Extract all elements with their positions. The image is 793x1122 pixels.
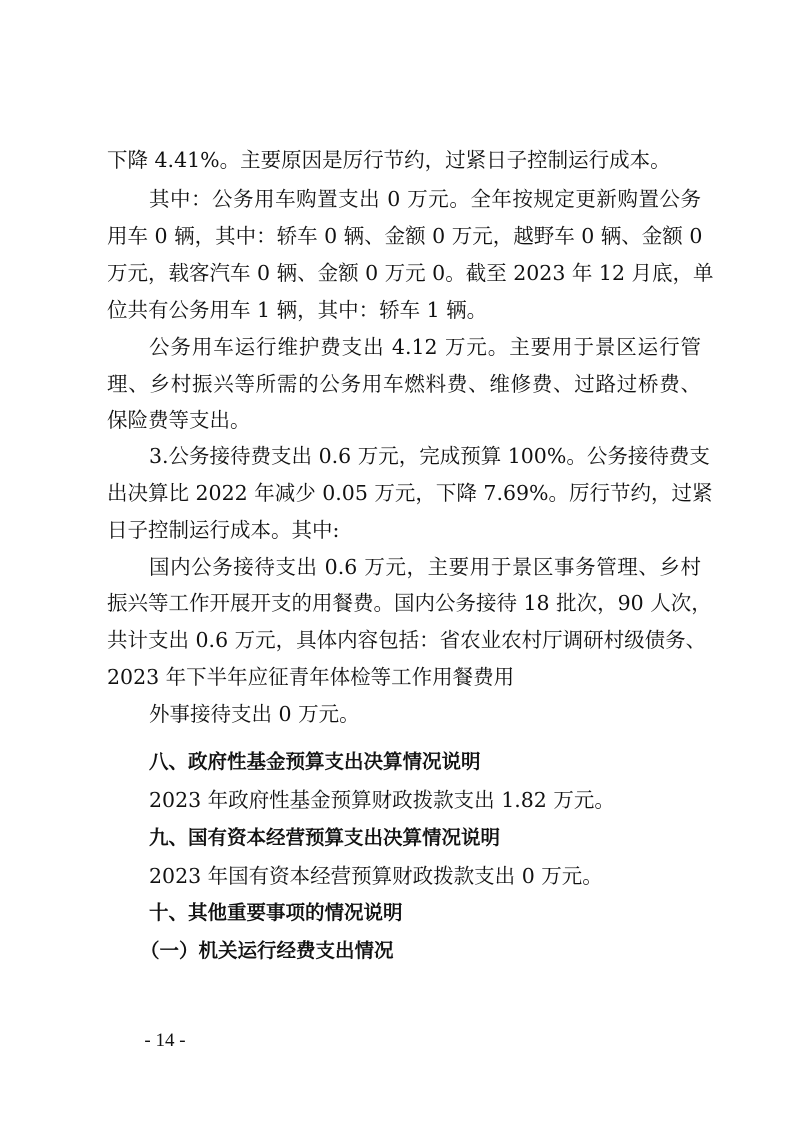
text-line: 下降 4.41%。主要原因是厉行节约，过紧日子控制运行成本。 [107,148,671,172]
text-line: 外事接待支出 0 万元。 [149,702,360,726]
text-line: 位共有公务用车 1 辆，其中：轿车 1 辆。 [107,298,488,322]
text-line: 用车 0 辆，其中：轿车 0 辆、金额 0 万元，越野车 0 辆、金额 0 [107,224,703,248]
text-line: 公务用车运行维护费支出 4.12 万元。主要用于景区运行管 [149,335,701,359]
section-heading: （一）机关运行经费支出情况 [140,939,394,962]
text-line: 万元，载客汽车 0 辆、金额 0 万元 0。截至 2023 年 12 月底，单 [107,261,714,285]
text-line: 2023 年国有资本经营预算财政拨款支出 0 万元。 [149,864,603,888]
text-line: 振兴等工作开展开支的用餐费。国内公务接待 18 批次，90 人次， [107,591,712,615]
text-line: 2023 年下半年应征青年体检等工作用餐费用 [107,665,515,689]
text-line: 保险费等支出。 [107,408,251,432]
text-line: 共计支出 0.6 万元，具体内容包括：省农业农村厅调研村级债务、 [107,628,707,652]
text-line: 国内公务接待支出 0.6 万元，主要用于景区事务管理、乡村 [149,555,701,579]
text-line: 日子控制运行成本。其中: [107,518,340,542]
text-line: 其中：公务用车购置支出 0 万元。全年按规定更新购置公务 [149,187,701,211]
section-heading: 九、国有资本经营预算支出决算情况说明 [149,826,501,849]
page-number: - 14 - [144,1030,186,1051]
text-line: 出决算比 2022 年减少 0.05 万元，下降 7.69%。厉行节约，过紧 [107,481,713,505]
text-line: 3.公务接待费支出 0.6 万元，完成预算 100%。公务接待费支 [149,444,710,468]
text-line: 2023 年政府性基金预算财政拨款支出 1.82 万元。 [149,788,615,812]
section-heading: 十、其他重要事项的情况说明 [149,901,403,924]
text-line: 理、乡村振兴等所需的公务用车燃料费、维修费、过路过桥费、 [107,372,701,396]
section-heading: 八、政府性基金预算支出决算情况说明 [149,750,481,773]
